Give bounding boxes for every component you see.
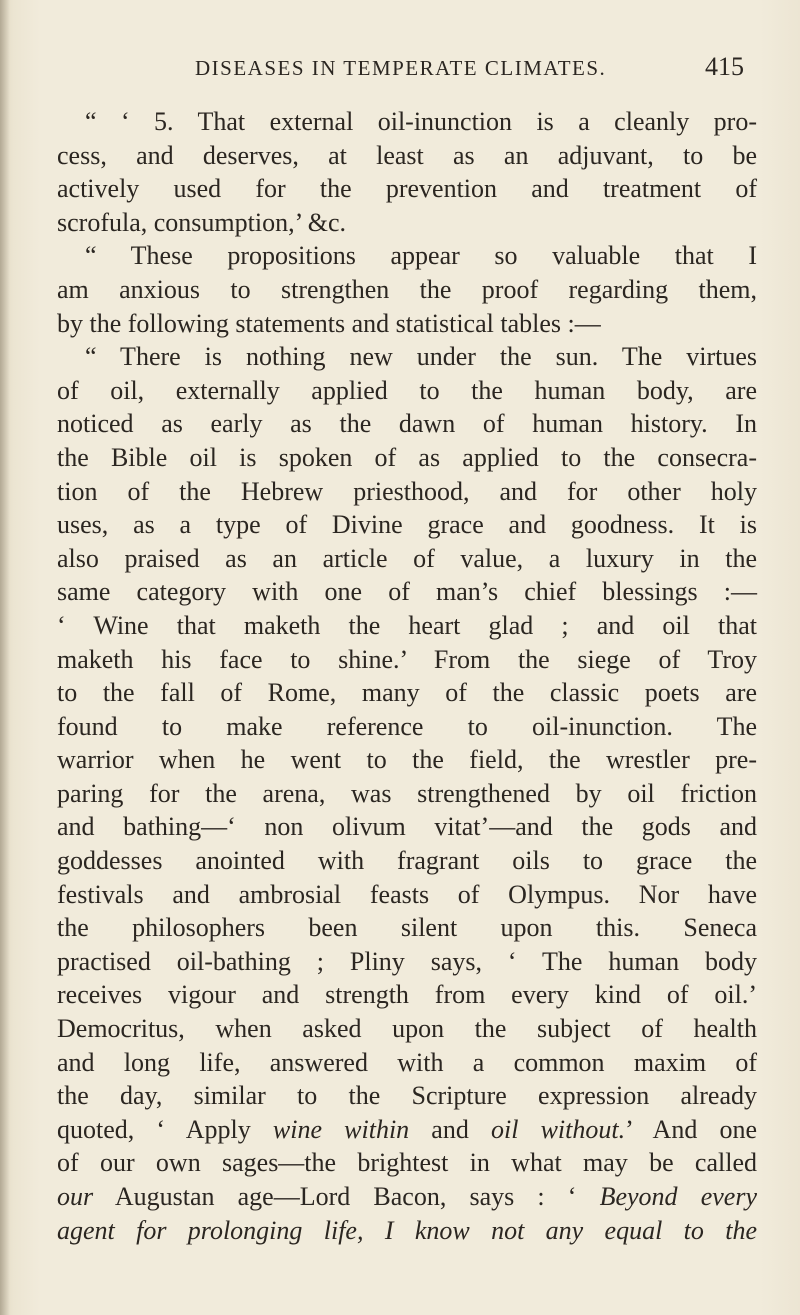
text-segment: also praised as an article of value, a luxury in the: [57, 543, 757, 573]
text-segment: of our own sages—the brightest in what may be called: [57, 1148, 757, 1178]
text-segment: the day, similar to the Scripture expression already: [57, 1081, 757, 1111]
text-segment: same category with one of man’s chief blessings :—: [57, 577, 757, 607]
text-segment: found to make reference to oil-inunction. The: [57, 711, 757, 741]
running-head: DISEASES IN TEMPERATE CLIMATES.: [195, 56, 607, 80]
text-line: [57, 911, 757, 945]
italic-text: Beyond every: [599, 1182, 757, 1211]
text-segment: cess, and deserves, at least as an adjuvant, to be: [57, 140, 757, 170]
text-segment: ’ And one: [625, 1114, 757, 1144]
text-line: [57, 374, 757, 408]
text-line: [57, 743, 757, 777]
italic-text: oil without.: [491, 1114, 626, 1144]
text-line: [57, 844, 757, 878]
text-line: [57, 1214, 757, 1248]
text-segment: “ These propositions appear so valuable that I: [85, 241, 757, 271]
text-segment: the Bible oil is spoken of as applied to the consecra-: [57, 442, 757, 472]
text-line: [57, 1146, 757, 1180]
text-line: [57, 441, 757, 475]
text-line: [57, 1113, 757, 1147]
italic-text: agent for prolonging life, I know not any equal to the: [57, 1215, 757, 1245]
text-segment: to the fall of Rome, many of the classic poets are: [57, 678, 757, 708]
text-segment: the philosophers been silent upon this. Seneca: [57, 913, 757, 943]
text-segment: actively used for the prevention and treatment of: [57, 174, 757, 204]
text-line: [57, 475, 757, 509]
text-line: [57, 878, 757, 912]
text-line: [57, 1012, 757, 1046]
text-line: [57, 105, 757, 139]
text-segment: and: [409, 1114, 491, 1144]
text-line: [57, 1079, 757, 1113]
text-line: [57, 307, 757, 341]
text-segment: uses, as a type of Divine grace and goodness. It is: [57, 510, 757, 540]
text-segment: ‘ Wine that maketh the heart glad ; and oil that: [57, 610, 757, 640]
text-line: [57, 810, 757, 844]
text-segment: practised oil-bathing ; Pliny says, ‘ The human body: [57, 946, 757, 976]
text-segment: paring for the arena, was strengthened by oil friction: [57, 778, 757, 808]
text-line: [57, 777, 757, 811]
italic-text: wine within: [272, 1114, 410, 1144]
text-line: [57, 340, 757, 374]
text-segment: of oil, externally applied to the human body, are: [57, 375, 757, 405]
text-line: [57, 1180, 757, 1214]
text-line: [57, 239, 757, 273]
text-line: [57, 206, 757, 240]
text-segment: and bathing—‘ non olivum vitat’—and the gods and: [57, 812, 757, 842]
text-segment: receives vigour and strength from every kind of oil.’: [57, 980, 757, 1010]
text-segment: Democritus, when asked upon the subject of health: [57, 1014, 757, 1044]
text-segment: by the following statements and statistical tables :—: [57, 308, 601, 338]
body-text: [57, 105, 757, 1247]
text-segment: tion of the Hebrew priesthood, and for other holy: [57, 476, 757, 506]
text-segment: quoted, ‘ Apply: [57, 1114, 273, 1144]
text-line: [57, 575, 757, 609]
text-segment: warrior when he went to the field, the wrestler pre-: [57, 745, 757, 775]
text-segment: scrofula, consumption,’ &c.: [57, 207, 347, 237]
text-line: [57, 508, 757, 542]
text-line: [57, 945, 757, 979]
text-segment: and long life, answered with a common maxim of: [57, 1047, 757, 1077]
page-gutter-shadow: [0, 0, 10, 1315]
text-line: [57, 542, 757, 576]
text-line: [57, 407, 757, 441]
text-segment: “ There is nothing new under the sun. The virtues: [85, 342, 757, 372]
text-segment: Augustan age—Lord Bacon, says : ‘: [93, 1182, 600, 1211]
text-segment: goddesses anointed with fragrant oils to grace the: [57, 846, 757, 876]
text-segment: maketh his face to shine.’ From the siege of Troy: [57, 644, 757, 674]
text-line: [57, 172, 757, 206]
text-line: [57, 609, 757, 643]
text-line: [57, 273, 757, 307]
italic-text: our: [57, 1182, 94, 1211]
text-line: [57, 978, 757, 1012]
text-line: [57, 710, 757, 744]
text-line: [57, 643, 757, 677]
page-number: 415: [705, 52, 744, 81]
text-line: [57, 1046, 757, 1080]
text-line: [57, 139, 757, 173]
text-segment: am anxious to strengthen the proof regarding them,: [57, 274, 757, 304]
text-segment: festivals and ambrosial feasts of Olympus. Nor have: [57, 879, 757, 909]
text-line: [57, 676, 757, 710]
text-segment: “ ‘ 5. That external oil-inunction is a cleanly pro-: [85, 107, 757, 136]
text-segment: noticed as early as the dawn of human history. In: [57, 409, 757, 439]
